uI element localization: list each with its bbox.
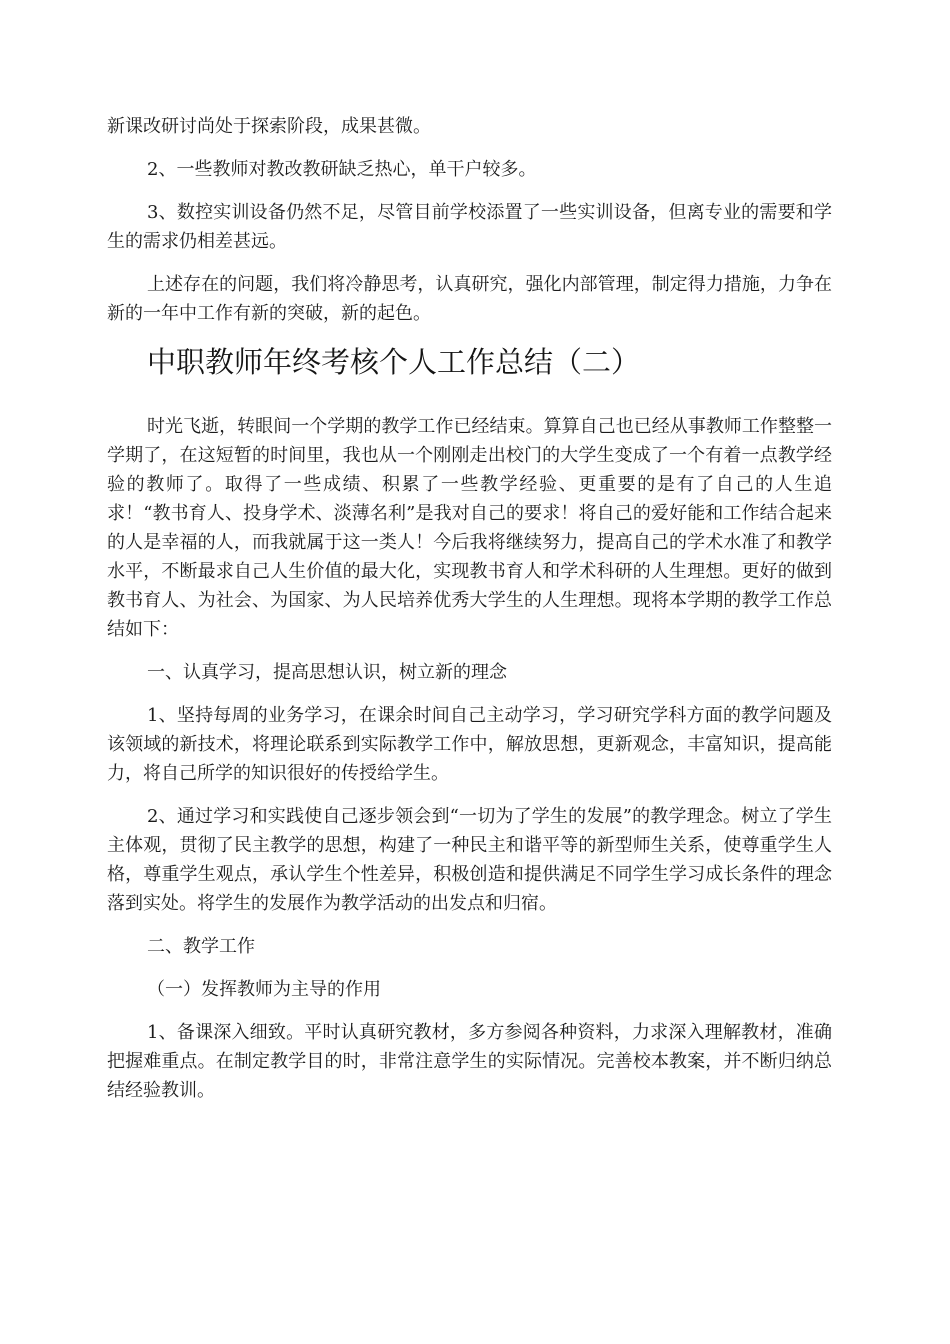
- intro-paragraph: 时光飞逝，转眼间一个学期的教学工作已经结束。算算自己也已经从事教师工作整整一学期了，在这短暂的时间里，我也从一个刚刚走出校门的大学生变成了一个有着一点教学经验的教师了。取得了一些成绩、积累了一些教学经验、更重要的是有了自己的人生追求！“教书育人、投身学术、淡薄名利”是我对自己的要求！将自己的爱好能和工作结合起来的人是幸福的人，而我就属于这一类人！今后我将继续努力，提高自己的学术水准了和教学水平，不断最求自己人生价值的最大化，实现教书育人和学术科研的人生理想。更好的做到教书育人、为社会、为国家、为人民培养优秀大学生的人生理想。现将本学期的教学工作总结如下：: [107, 416, 832, 640]
- problem-item-2: 2、一些教师对教改教研缺乏热心，单干户较多。: [147, 159, 537, 180]
- subheading-study: 一、认真学习，提高思想认识，树立新的理念: [147, 662, 507, 683]
- teaching-item-1: 1、备课深入细致。平时认真研究教材，多方参阅各种资料，力求深入理解教材，准确把握难重点。在制定教学目的时，非常注意学生的实际情况。完善校本教案，并不断归纳总结经验教训。: [107, 1022, 832, 1101]
- study-item-1: 1、坚持每周的业务学习，在课余时间自己主动学习，学习研究学科方面的教学问题及该领域的新技术，将理论联系到实际教学工作中，解放思想，更新观念，丰富知识，提高能力，将自己所学的知识很好的传授给学生。: [107, 705, 832, 784]
- subheading-teacher-role: （一）发挥教师为主导的作用: [147, 979, 381, 1000]
- problem-item-3: 3、数控实训设备仍然不足，尽管目前学校添置了一些实训设备，但离专业的需要和学生的需求仍相差甚远。: [107, 202, 832, 252]
- study-item-2: 2、通过学习和实践使自己逐步领会到“一切为了学生的发展”的教学理念。树立了学生主体观，贯彻了民主教学的思想，构建了一种民主和谐平等的新型师生关系，使尊重学生人格，尊重学生观点，承认学生个性差异，积极创造和提供满足不同学生学习成长条件的理念落到实处。将学生的发展作为教学活动的出发点和归宿。: [107, 806, 832, 914]
- document-body: [107, 112, 832, 1119]
- subheading-teaching: 二、教学工作: [147, 936, 255, 957]
- section-heading: 中职教师年终考核个人工作总结（二）: [147, 345, 641, 379]
- closing-paragraph: 上述存在的问题，我们将冷静思考，认真研究，强化内部管理，制定得力措施，力争在新的一年中工作有新的突破，新的起色。: [107, 274, 832, 324]
- continuation-paragraph: 新课改研讨尚处于探索阶段，成果甚微。: [107, 116, 431, 137]
